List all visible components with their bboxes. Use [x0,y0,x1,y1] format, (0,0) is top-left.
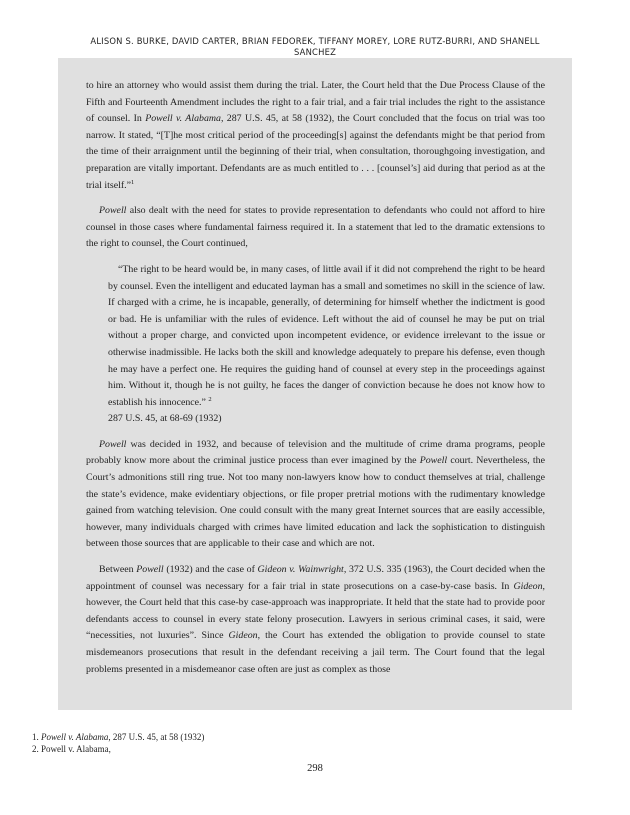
text-box [58,58,572,710]
paragraph-2 [86,203,545,253]
footnote-1-citation: , 287 U.S. 45, at 58 (1932) [108,732,205,742]
footnote-1-number: 1. [32,732,41,742]
running-header [60,36,570,58]
footnote-2: 2. Powell v. Alabama, [32,744,111,754]
case-name-italic: Powell [99,205,127,217]
footnote-ref-2[interactable]: 2 [208,395,212,403]
quote-text [108,262,545,411]
quote-citation: 287 U.S. 45, at 68-69 (1932) [108,413,222,425]
paragraph-4-text-b: (1932) and the case of [163,564,258,576]
case-name-italic: Gideon v. Wainwright [257,564,344,576]
paragraph-4-text-c: , 372 U.S. 335 (1963), the Court decided when the appointment of counsel was necessary for a fair trial in state prosecutions on a case-by-case basis. In [86,564,545,592]
header-authors-line2: SANCHEZ [293,47,337,57]
paragraph-3-text-b: court. Nevertheless, the Court’s admonitions still ring true. Not too many non-lawyers know how to conduct themselves at trial, challenge the state’s evidence, make evidentiary objections, or file proper pretrial motions with the rudimentary knowledge gained from watching television. One could consult with the many great Internet sources that are easily accessible, however, many individuals charged with crimes have limited education and lack the sophistication to distinguish between those sources that are applicable to their case and which are not. [86,455,545,550]
paragraph-4 [86,562,545,678]
paragraph-1-text-b: , 287 U.S. 45, at 58 (1932), the Court concluded that the focus on trial was too narrow. It stated, “[T]he most critical period of the proceeding[s] against the defendants might be that period from the time of their arraignment until the beginning of their trial, when consultation, thoroughgoing investigation, and preparation are vitally important. Defendants are as much entitled to . . . [counsel’s] aid during that period as at the trial itself.” [86,113,545,191]
case-name-italic: Gideon [513,580,543,592]
paragraph-3-text-a: was decided in 1932, and because of television and the multitude of crime drama programs, people probably know more about the criminal justice process than ever imagined by the [86,438,545,467]
page-number: 298 [307,763,323,774]
quote-body: “The right to be heard would be, in many cases, of little avail if it did not comprehend the right to be heard by counsel. Even the intelligent and educated layman has a small and sometimes no skill in the science of law. If charged with a crime, he is incapable, generally, of determining for himself whether the indictment is good or bad. He is unfamiliar with the rules of evidence. Left without the aid of counsel he may be put on trial without a proper charge, and convicted upon incompetent evidence, or evidence irrelevant to the issue or otherwise inadmissible. He lacks both the skill and knowledge adequately to prepare his defense, even though he may have a perfect one. He requires the guiding hand of counsel at every step in the proceedings against him. Without it, though he is not guilty, he faces the danger of conviction because he does not know how to establish his innocence.” [108,263,545,408]
paragraph-2-text: also dealt with the need for states to provide representation to defendants who could not afford to hire counsel in those cases where fundamental fairness required it. In a statement that led to the dramatic extensions to the right to counsel, the Court continued, [86,205,545,250]
footnote-1 [32,731,592,743]
footnotes [32,731,592,755]
case-name-italic: Gideon [228,630,258,642]
header-authors-line1: ALISON S. BURKE, DAVID CARTER, BRIAN FEDOREK, TIFFANY MOREY, LORE RUTZ-BURRI, AND SHANELL [90,36,540,46]
paragraph-3 [86,437,545,553]
paragraph-4-text-e: , the Court has extended the obligation to provide counsel to state misdemeanors prosecutions that result in the defendant receiving a jail term. The Court found that the legal problems presented in a misdemeanor case often are just as complex as those [86,630,545,675]
case-name-italic: Powell [136,564,164,576]
case-name-italic: Powell [99,438,127,450]
paragraph-4-text-a: Between [99,564,137,576]
footnote-ref-1[interactable]: 1 [130,178,135,186]
case-name-italic: Powell [419,455,448,467]
block-quote [108,262,545,428]
paragraph-1 [86,78,545,194]
paragraph-1-text-a: to hire an attorney who would assist them during the trial. Later, the Court held that the Due Process Clause of the Fifth and Fourteenth Amendment includes the right to a fair trial, and a fair trial includes the right to the assistance of counsel. In [86,80,545,125]
case-name-italic: Powell v. Alabama [145,113,221,125]
footnote-1-case: Powell v. Alabama [41,732,109,742]
paragraph-4-text-d: , however, the Court held that this case-by case-approach was inappropriate. It held that the state had to provide poor defendants access to counsel in every state felony prosecution. Lawyers in serious criminal cases, it said, were “necessities, not luxuries”. Since [86,580,545,642]
